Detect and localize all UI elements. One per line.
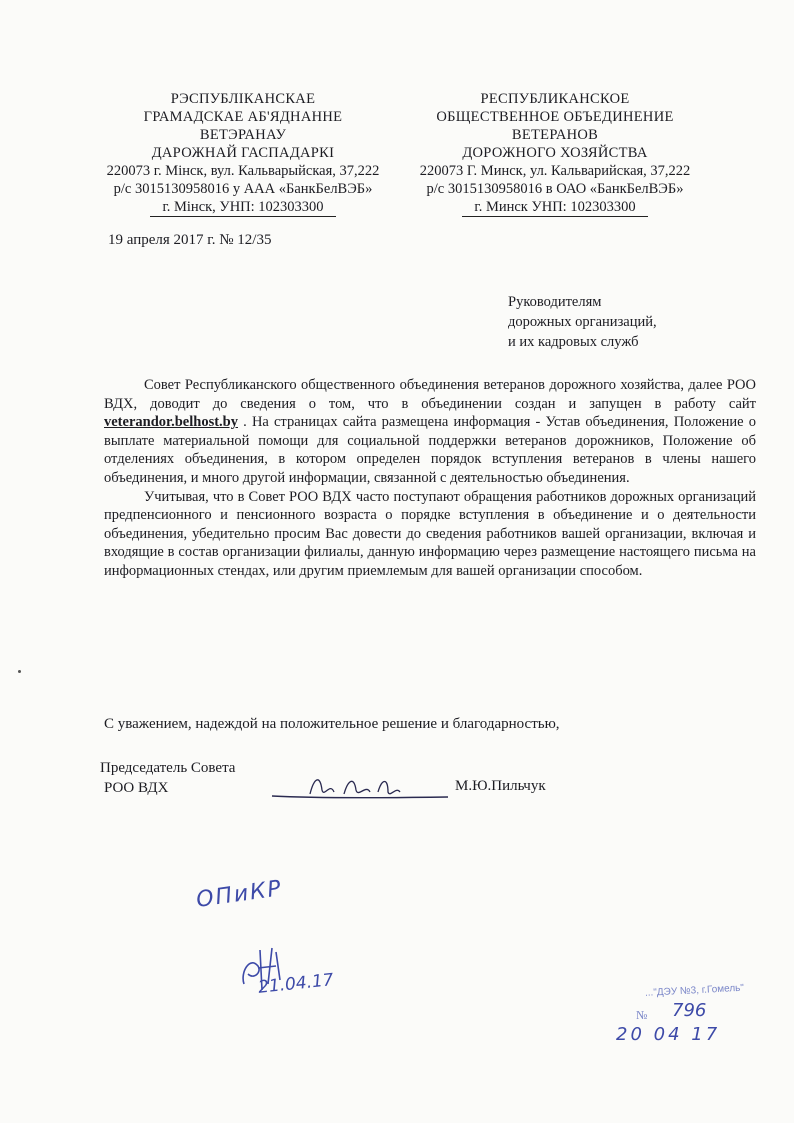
letterhead-account: р/с 3015130958016 в ОАО «БанкБелВЭБ» [426,181,684,197]
paragraph-text: Совет Республиканского общественного объединения ветеранов дорожного хозяйства, далее РОО ВДХ, доводит до сведения о том, что в объединении создан и запущен в работу сайт [104,377,756,412]
letterhead-line: ДОРОЖНОГО ХОЗЯЙСТВА [462,145,648,161]
addressee-block [508,292,657,352]
letterhead-address: 220073 г. Мінск, вул. Кальварыйская, 37,222 [106,163,380,179]
letterhead-line: ДАРОЖНАЙ ГАСПАДАРКІ [151,145,335,161]
paragraph-text: . На страницах сайта размещена информация - Устав объединения, Положение о выплате материальной помощи для социальной поддержки ветеранов дорожников, Положение об отделениях объединения, в котором определен порядок вступления ветеранов в члены нашего объединения, и много другой информации, связанной с деятельностью объединения. [104,414,756,486]
letterhead-belarusian [98,90,388,216]
signatory-title-line: РОО ВДХ [104,780,169,796]
letter-date-number: 19 апреля 2017 г. № 12/35 [108,232,272,248]
signatory-title-line: Председатель Совета [100,760,236,776]
addressee-line: Руководителям [508,294,602,310]
letterhead-account: р/с 3015130958016 у ААА «БанкБелВЭБ» [113,181,373,197]
addressee-line: и их кадровых служб [508,334,639,350]
closing-line: С уважением, надеждой на положительное решение и благодарностью, [104,716,560,732]
letterhead-unp: г. Мінск, УНП: 102303300 [150,199,335,217]
letterhead-russian [405,90,705,216]
letterhead-line: ГРАМАДСКАЕ АБ'ЯДНАННЕ [143,109,343,125]
letterhead-address: 220073 Г. Минск, ул. Кальварийская, 37,222 [419,163,691,179]
stamp-number-label: № [636,1008,648,1022]
scan-speck [18,670,21,673]
letterhead-line: РЭСПУБЛІКАНСКАЕ [170,91,316,107]
body-paragraph-2: Учитывая, что в Совет РОО ВДХ часто поступают обращения работников дорожных организаций предпенсионного и пенсионного возраста о порядке вступления в объединение и о деятельности объединения, убедительно просим Вас довести до сведения работников вашей организации, включая и входящие в состав организации филиалы, данную информацию через размещение настоящего письма на информационных стендах, или другим приемлемым для вашей организации способом. [104,488,756,579]
stamp-date: 20 04 17 [616,1024,721,1045]
letterhead-unp: г. Минск УНП: 102303300 [462,199,647,217]
body-paragraph-1 [104,376,756,488]
signer-name: М.Ю.Пильчук [455,778,546,794]
website-link[interactable]: veterandor.belhost.by [104,414,238,431]
letterhead-line: ВЕТЕРАНОВ [511,127,599,143]
handwritten-date: 21.04.17 [257,970,335,998]
handwritten-signature [270,768,450,808]
stamp-org: ..."ДЭУ №3, г.Гомель" [644,982,745,999]
handwritten-note: ОПиКР [194,876,285,913]
signatory-title [100,758,235,798]
letterhead-line: ОБЩЕСТВЕННОЕ ОБЪЕДИНЕНИЕ [436,109,674,125]
registration-stamp [616,982,745,1054]
addressee-line: дорожных организаций, [508,314,657,330]
letterhead-line: ВЕТЭРАНАУ [199,127,287,143]
letterhead-line: РЕСПУБЛИКАНСКОЕ [480,91,630,107]
letter-body [104,376,756,581]
stamp-number: 796 [672,1000,707,1021]
